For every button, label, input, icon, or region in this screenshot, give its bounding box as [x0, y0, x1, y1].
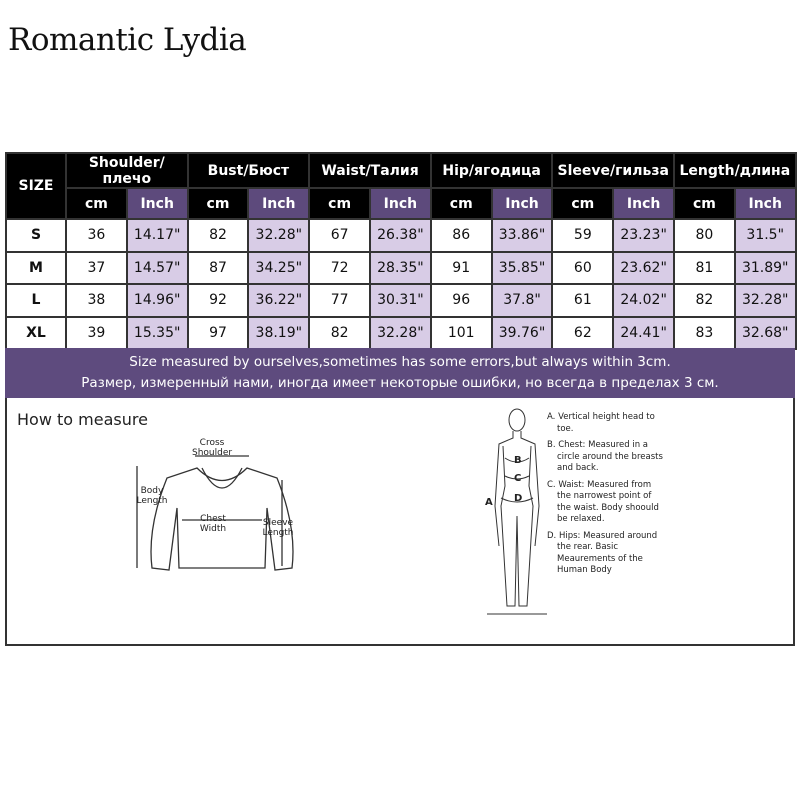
inch-cell: 14.17": [127, 219, 188, 252]
group-header: Hip/ягодица: [431, 153, 553, 188]
garment-diagram: [127, 438, 317, 588]
inch-cell: 14.57": [127, 252, 188, 285]
inch-cell: 36.22": [248, 284, 309, 317]
unit-inch-header: Inch: [127, 188, 188, 219]
unit-cm-header: cm: [674, 188, 735, 219]
note-english: Size measured by ourselves,sometimes has some errors,but always within 3cm.: [129, 354, 671, 370]
cm-cell: 97: [188, 317, 249, 350]
chest-width-label: Chest Width: [199, 514, 227, 534]
how-to-measure-panel: [5, 398, 795, 646]
cm-cell: 61: [552, 284, 613, 317]
size-cell: M: [6, 252, 66, 285]
inch-cell: 26.38": [370, 219, 431, 252]
table-row: [6, 252, 796, 285]
inch-cell: 32.68": [735, 317, 796, 350]
inch-cell: 23.23": [613, 219, 674, 252]
unit-cm-header: cm: [188, 188, 249, 219]
group-header: Sleeve/гильза: [552, 153, 674, 188]
inch-cell: 32.28": [370, 317, 431, 350]
note-russian: Размер, измеренный нами, иногда имеет некоторые ошибки, но всегда в пределах 3 см.: [81, 375, 719, 391]
inch-cell: 37.8": [492, 284, 553, 317]
table-row: [6, 317, 796, 350]
unit-inch-header: Inch: [735, 188, 796, 219]
how-to-measure-title: How to measure: [17, 410, 148, 429]
cm-cell: 82: [188, 219, 249, 252]
human-body-diagram: [487, 406, 547, 616]
inch-cell: 38.19": [248, 317, 309, 350]
cm-cell: 96: [431, 284, 492, 317]
cm-cell: 37: [66, 252, 127, 285]
inch-cell: 30.31": [370, 284, 431, 317]
cm-cell: 82: [309, 317, 370, 350]
cm-cell: 39: [66, 317, 127, 350]
cm-cell: 59: [552, 219, 613, 252]
cross-shoulder-label: Cross Shoulder: [192, 438, 233, 458]
group-header: Waist/Талия: [309, 153, 431, 188]
inch-cell: 28.35": [370, 252, 431, 285]
cm-cell: 86: [431, 219, 492, 252]
group-header: Shoulder/плечо: [66, 153, 188, 188]
size-chart-table: [5, 152, 797, 350]
inch-cell: 24.02": [613, 284, 674, 317]
brand-logo: Romantic Lydia: [8, 22, 247, 58]
inch-cell: 14.96": [127, 284, 188, 317]
unit-cm-header: cm: [431, 188, 492, 219]
cm-cell: 62: [552, 317, 613, 350]
inch-cell: 31.89": [735, 252, 796, 285]
cm-cell: 36: [66, 219, 127, 252]
inch-cell: 34.25": [248, 252, 309, 285]
table-row: [6, 284, 796, 317]
unit-inch-header: Inch: [370, 188, 431, 219]
unit-inch-header: Inch: [613, 188, 674, 219]
unit-inch-header: Inch: [492, 188, 553, 219]
inch-cell: 24.41": [613, 317, 674, 350]
letter-c: C: [514, 473, 522, 484]
sleeve-length-label: Sleeve Length: [262, 518, 294, 538]
desc-b: B. Chest: Measured in a circle around the breasts and back.: [547, 440, 663, 473]
unit-cm-header: cm: [66, 188, 127, 219]
desc-d: D. Hips: Measured around the rear. Basic Meaurements of the Human Body: [547, 530, 658, 575]
inch-cell: 31.5": [735, 219, 796, 252]
size-cell: XL: [6, 317, 66, 350]
measurement-note: [5, 348, 795, 398]
inch-cell: 33.86": [492, 219, 553, 252]
cm-cell: 91: [431, 252, 492, 285]
cm-cell: 87: [188, 252, 249, 285]
cm-cell: 72: [309, 252, 370, 285]
cm-cell: 38: [66, 284, 127, 317]
cm-cell: 83: [674, 317, 735, 350]
size-header: SIZE: [6, 153, 66, 219]
size-cell: S: [6, 219, 66, 252]
cm-cell: 81: [674, 252, 735, 285]
inch-cell: 35.85": [492, 252, 553, 285]
desc-c: C. Waist: Measured from the narrowest point of the waist. Body shoould be relaxed.: [547, 479, 659, 524]
cm-cell: 60: [552, 252, 613, 285]
cm-cell: 80: [674, 219, 735, 252]
cm-cell: 92: [188, 284, 249, 317]
inch-cell: 15.35": [127, 317, 188, 350]
inch-cell: 23.62": [613, 252, 674, 285]
group-header: Bust/Бюст: [188, 153, 310, 188]
unit-cm-header: cm: [309, 188, 370, 219]
desc-a: A. Vertical height head to toe.: [547, 412, 655, 434]
size-cell: L: [6, 284, 66, 317]
group-header: Length/длина: [674, 153, 796, 188]
letter-b: B: [514, 455, 522, 466]
body-length-label: Body Length: [136, 486, 168, 506]
measurement-descriptions: [547, 412, 667, 582]
inch-cell: 32.28": [735, 284, 796, 317]
cm-cell: 101: [431, 317, 492, 350]
letter-a: A: [485, 497, 493, 508]
unit-inch-header: Inch: [248, 188, 309, 219]
inch-cell: 32.28": [248, 219, 309, 252]
cm-cell: 77: [309, 284, 370, 317]
inch-cell: 39.76": [492, 317, 553, 350]
cm-cell: 82: [674, 284, 735, 317]
letter-d: D: [514, 493, 523, 504]
cm-cell: 67: [309, 219, 370, 252]
unit-cm-header: cm: [552, 188, 613, 219]
table-row: [6, 219, 796, 252]
